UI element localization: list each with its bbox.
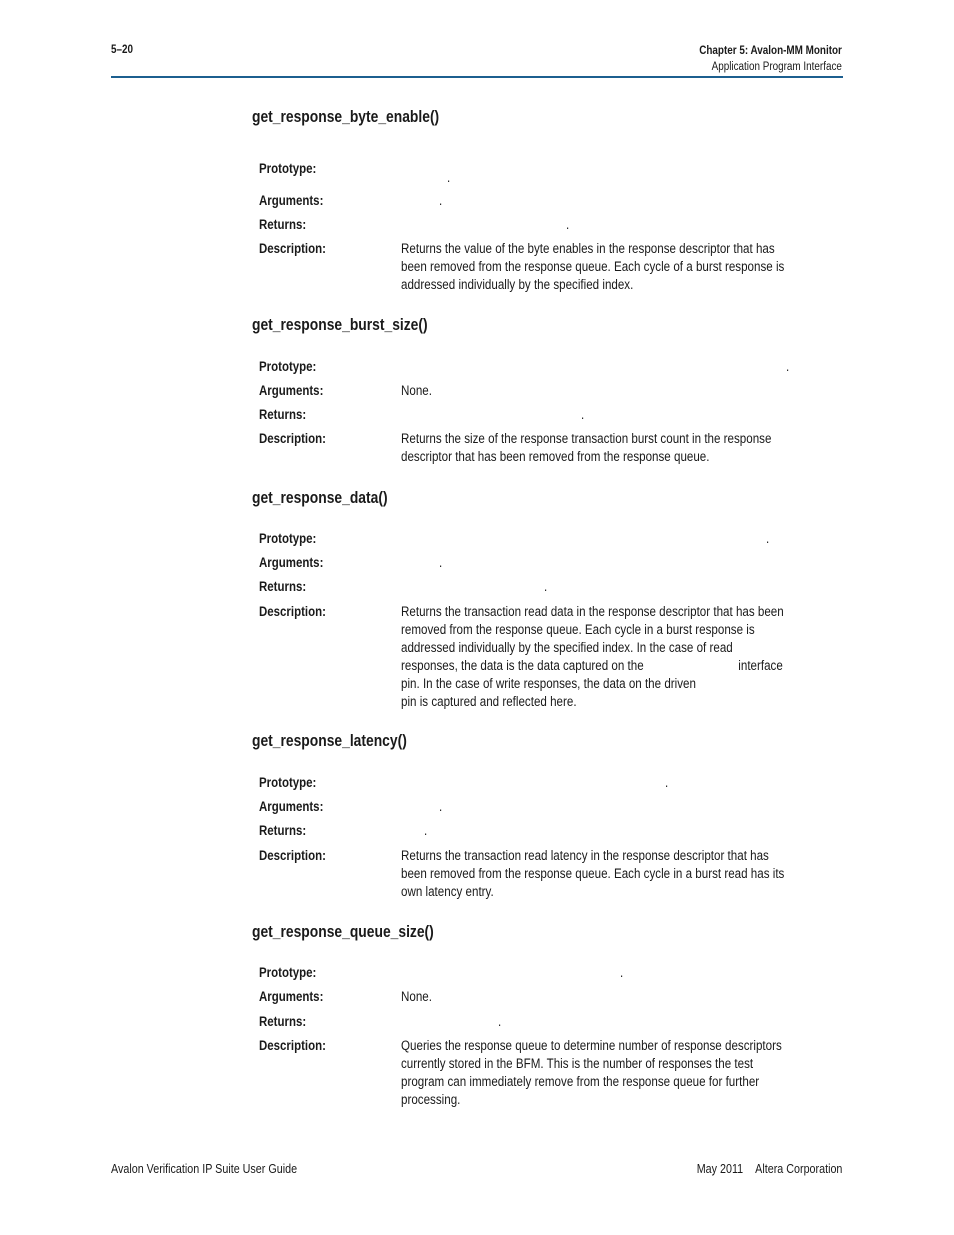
api-section-get-response-queue-size	[252, 923, 842, 1107]
arguments-value: None.	[401, 989, 432, 1004]
description-label: Description:	[259, 604, 326, 619]
header-rule	[111, 76, 843, 78]
arguments-value: .	[439, 193, 443, 208]
prototype-label: Prototype:	[259, 775, 317, 790]
description-line: responses, the data is the data captured on the interface	[401, 658, 783, 673]
arguments-label: Arguments:	[259, 989, 324, 1004]
arguments-value: .	[439, 799, 443, 814]
prototype-label: Prototype:	[259, 531, 317, 546]
description-line: pin. In the case of write responses, the data on the driven	[401, 676, 696, 691]
function-title: get_response_byte_enable()	[252, 108, 440, 126]
prototype-label: Prototype:	[259, 359, 317, 374]
api-section-get-response-burst-size	[252, 316, 842, 464]
arguments-value: None.	[401, 383, 432, 398]
chapter-title: Chapter 5: Avalon-MM Monitor	[699, 45, 842, 57]
description-label: Description:	[259, 1038, 326, 1053]
arguments-label: Arguments:	[259, 383, 324, 398]
page-number: 5–20	[111, 44, 134, 56]
description-text	[401, 603, 788, 711]
description-label: Description:	[259, 241, 326, 256]
running-header	[699, 43, 842, 75]
description-line: addressed individually by the specified index. In the case of read	[401, 640, 733, 655]
returns-label: Returns:	[259, 407, 307, 422]
function-title: get_response_queue_size()	[252, 923, 434, 941]
arguments-label: Arguments:	[259, 555, 324, 570]
description-line: removed from the response queue. Each cycle in a burst response is	[401, 622, 755, 637]
returns-label: Returns:	[259, 1014, 307, 1029]
footer-right	[696, 1162, 842, 1176]
api-section-get-response-latency	[252, 732, 842, 899]
description-label: Description:	[259, 431, 326, 446]
description-text: Returns the value of the byte enables in the response descriptor that has been removed from the response queue. Each cycle of a burst response is addressed individually by the specified index.	[401, 241, 785, 292]
description-text: Returns the transaction read latency in the response descriptor that has been removed from the response queue. Each cycle in a burst read has its own latency entry.	[401, 848, 785, 899]
function-title: get_response_burst_size()	[252, 316, 428, 334]
function-title: get_response_data()	[252, 489, 388, 507]
arguments-label: Arguments:	[259, 799, 324, 814]
prototype-value: .	[665, 775, 669, 790]
prototype-label: Prototype:	[259, 161, 317, 176]
footer-date: May 2011	[696, 1162, 743, 1176]
returns-value: .	[424, 823, 428, 838]
arguments-label: Arguments:	[259, 193, 324, 208]
returns-label: Returns:	[259, 579, 307, 594]
description-text: Queries the response queue to determine number of response descriptors currently stored in the BFM. This is the number of responses the test program can immediately remove from the response queue for further processing.	[401, 1038, 782, 1107]
returns-value: .	[544, 579, 548, 594]
description-line: pin is captured and reflected here.	[401, 694, 577, 709]
description-line: Returns the transaction read data in the response descriptor that has been	[401, 604, 784, 619]
prototype-value: .	[766, 531, 770, 546]
prototype-label: Prototype:	[259, 965, 317, 980]
prototype-value: .	[786, 359, 790, 374]
description-text: Returns the size of the response transaction burst count in the response descriptor that has been removed from the response queue.	[401, 431, 772, 464]
prototype-value: .	[620, 965, 624, 980]
api-section-get-response-byte-enable	[252, 108, 842, 292]
function-title: get_response_latency()	[252, 732, 407, 750]
footer-guide-title: Avalon Verification IP Suite User Guide	[111, 1162, 298, 1176]
section-title: Application Program Interface	[711, 61, 842, 73]
returns-value: .	[498, 1014, 502, 1029]
returns-label: Returns:	[259, 823, 307, 838]
footer-company: Altera Corporation	[754, 1162, 842, 1176]
returns-label: Returns:	[259, 217, 307, 232]
prototype-value: .	[447, 170, 451, 185]
api-section-get-response-data	[252, 489, 842, 709]
arguments-value: .	[439, 555, 443, 570]
description-label: Description:	[259, 848, 326, 863]
returns-value: .	[581, 407, 585, 422]
returns-value: .	[566, 217, 570, 232]
